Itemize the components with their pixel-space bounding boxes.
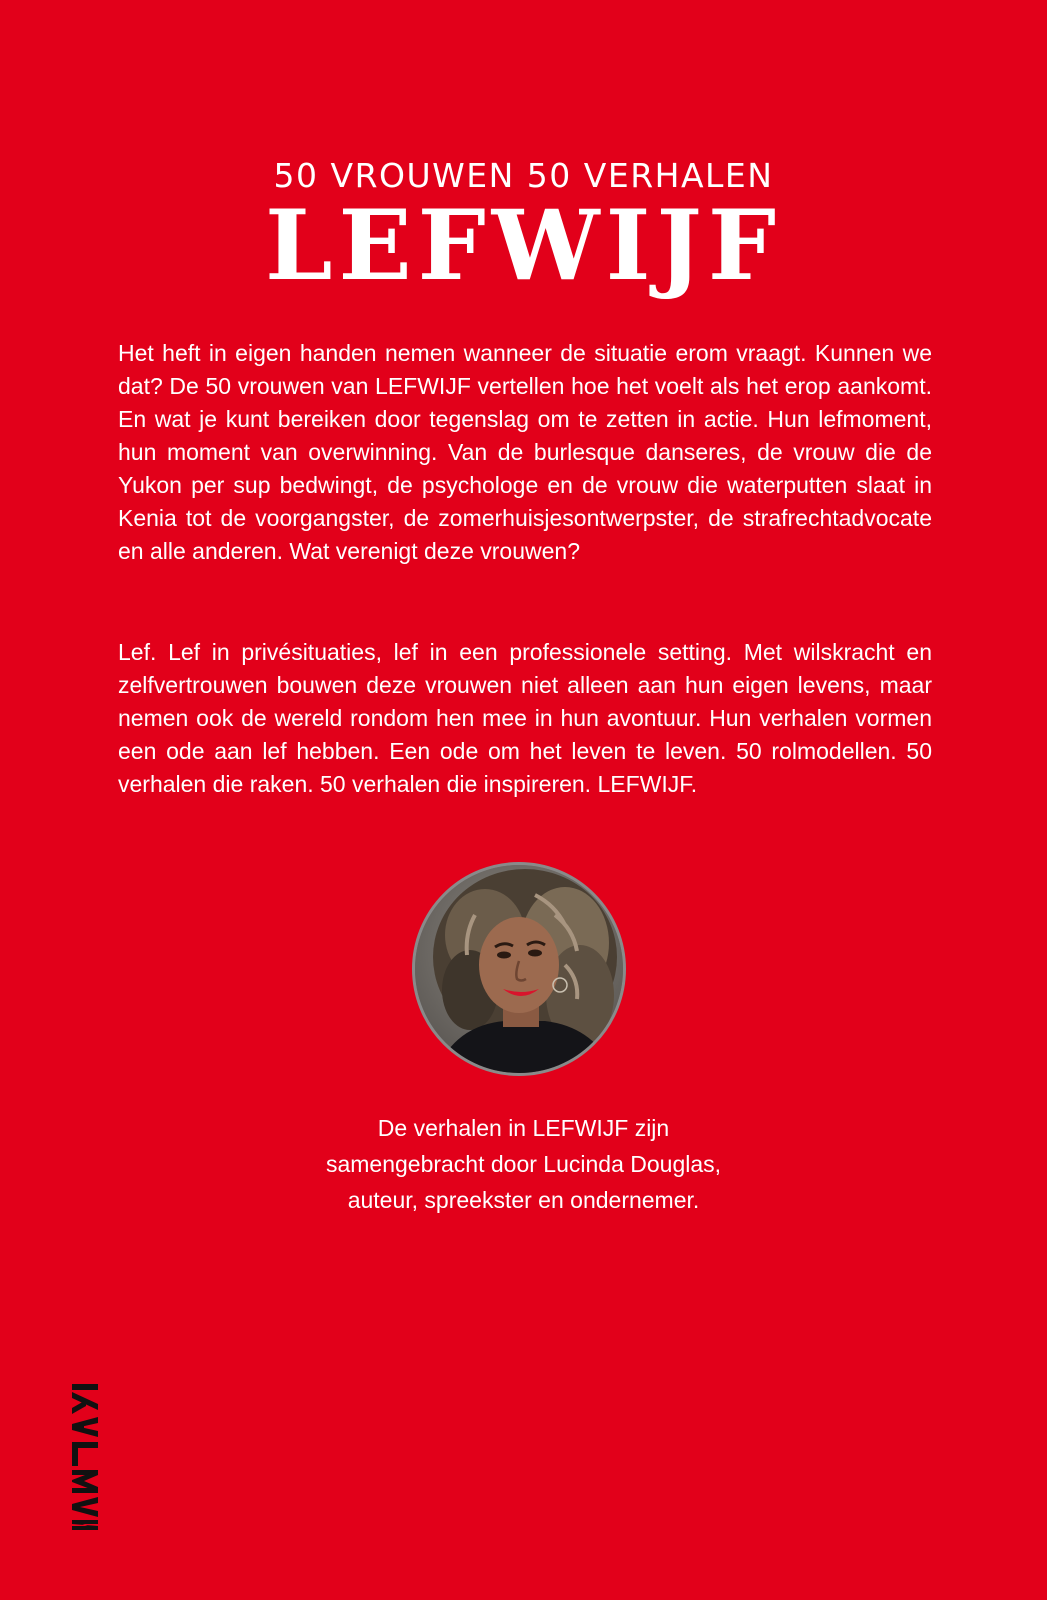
author-portrait-image	[415, 865, 623, 1073]
blurb-paragraph-1: Het heft in eigen handen nemen wanneer de situatie erom vraagt. Kunnen we dat? De 50 vrouwen van LEFWIJF vertellen hoe het voelt als het erop aankomt. En wat je kunt bereiken door tegenslag om te zetten in actie. Hun lefmoment, hun moment van overwinning. Van de burlesque danseres, de vrouw die de Yukon per sup bedwingt, de psychologe en de vrouw die waterputten slaat in Kenia tot de voorgangster, de zomerhuisjesontwerpster, de strafrechtadvocate en alle anderen. Wat verenigt deze vrouwen?	[118, 340, 932, 564]
author-credit	[0, 1110, 1047, 1218]
credit-line-2: samengebracht door Lucinda Douglas,	[325, 1151, 722, 1177]
credit-line-3: auteur, spreekster en ondernemer.	[347, 1187, 700, 1213]
credit-line-1: De verhalen in LEFWIJF zijn	[377, 1115, 670, 1141]
cover-subtitle: 50 VROUWEN 50 VERHALEN	[273, 156, 774, 195]
cover-title: LEFWIJF	[264, 189, 783, 302]
author-portrait-photo	[412, 862, 626, 1076]
katman-logo-icon	[68, 1384, 102, 1530]
katman-logo	[68, 1384, 102, 1530]
blurb-paragraph-2: Lef. Lef in privésituaties, lef in een professionele setting. Met wilskracht en zelfvertrouwen bouwen deze vrouwen niet alleen aan hun eigen levens, maar nemen ook de wereld rondom hen mee in hun avontuur. Hun verhalen vormen een ode aan lef hebben. Een ode om het leven te leven. 50 rolmodellen. 50 verhalen die raken. 50 verhalen die inspireren. LEFWIJF.	[118, 639, 932, 797]
